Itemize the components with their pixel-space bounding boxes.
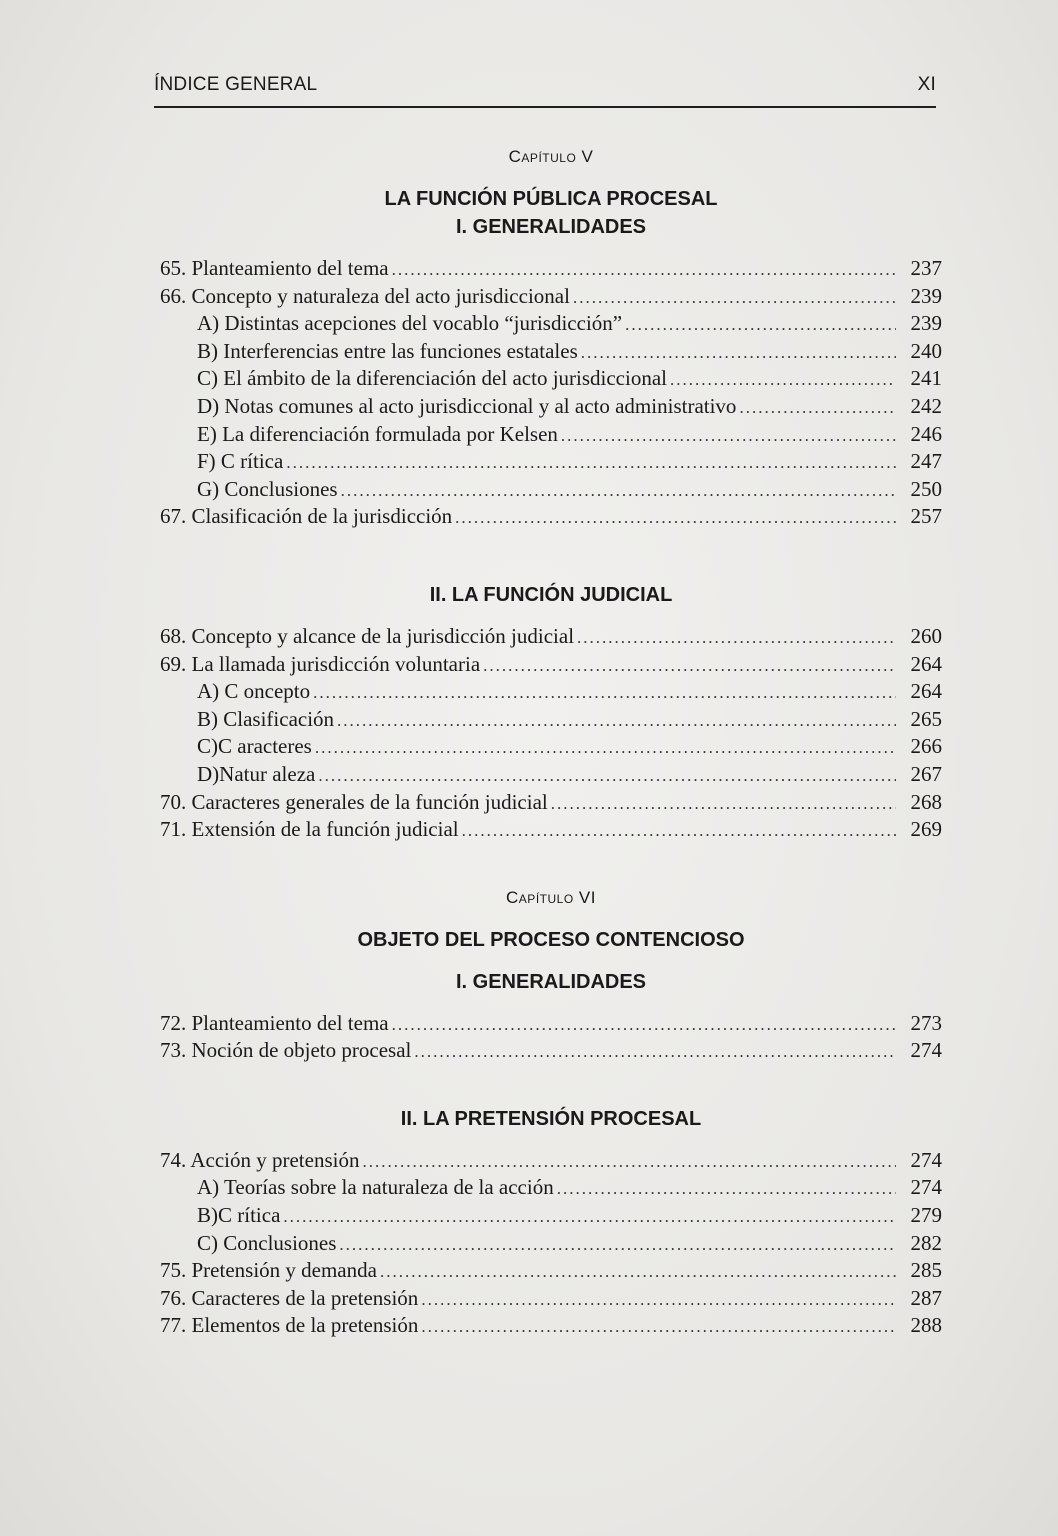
toc-entry-page: 267 bbox=[910, 761, 942, 786]
toc-entry-label: 71. Extensión de la función judicial bbox=[160, 817, 459, 842]
dot-leader bbox=[283, 1203, 896, 1231]
toc-entry-label: 65. Planteamiento del tema bbox=[160, 256, 389, 280]
dot-leader bbox=[313, 679, 896, 707]
toc-entry-page: 285 bbox=[910, 1258, 942, 1283]
toc-entry bbox=[160, 816, 942, 844]
toc-entry-page: 268 bbox=[910, 789, 942, 814]
toc-entry-page: 242 bbox=[910, 393, 942, 418]
toc-entry-label: B) Interferencias entre las funciones estatales bbox=[197, 338, 578, 363]
toc-entry-label: A) C oncepto bbox=[197, 679, 311, 704]
toc-entry bbox=[160, 623, 942, 651]
toc-entry-label: 74. Acción y pretensión bbox=[160, 1147, 360, 1172]
toc-entry-label: A) Teorías sobre la naturaleza de la acción bbox=[197, 1175, 554, 1200]
toc-entry bbox=[160, 761, 942, 789]
toc-list bbox=[160, 1147, 942, 1340]
toc-entry-label: A) Distintas acepciones del vocablo “jurisdicción” bbox=[197, 311, 623, 336]
header-rule bbox=[154, 106, 936, 108]
toc-entry-label: G) Conclusiones bbox=[197, 476, 338, 501]
dot-leader bbox=[337, 707, 896, 735]
chapter-title: OBJETO DEL PROCESO CONTENCIOSO bbox=[357, 928, 745, 951]
toc-entry-label: 73. Noción de objeto procesal bbox=[160, 1038, 412, 1063]
toc-entry-label: F) C rítica bbox=[197, 449, 284, 474]
toc-entry bbox=[160, 503, 942, 531]
toc-entry-label: D)Natur aleza bbox=[197, 761, 316, 786]
dot-leader bbox=[318, 762, 896, 790]
toc-entry-page: 282 bbox=[910, 1230, 942, 1255]
toc-entry-label: 72. Planteamiento del tema bbox=[160, 1010, 389, 1035]
toc-entry-page: 274 bbox=[910, 1038, 942, 1063]
dot-leader bbox=[462, 817, 896, 845]
toc-entry bbox=[160, 1147, 942, 1175]
toc-entry-page: 257 bbox=[910, 504, 942, 529]
toc-entry bbox=[160, 476, 942, 504]
section-title: II. LA PRETENSIÓN PROCESAL bbox=[400, 1107, 702, 1130]
toc-entry bbox=[160, 365, 942, 393]
section-title: I. GENERALIDADES bbox=[455, 970, 647, 993]
dot-leader bbox=[339, 1231, 896, 1259]
running-header bbox=[154, 74, 936, 96]
dot-leader bbox=[561, 422, 896, 450]
toc-entry bbox=[160, 1010, 942, 1038]
dot-leader bbox=[362, 1148, 896, 1176]
dot-leader bbox=[421, 1286, 896, 1314]
toc-entry bbox=[160, 421, 942, 449]
toc-entry-label: 77. Elementos de la pretensión bbox=[160, 1313, 419, 1338]
dot-leader bbox=[380, 1258, 896, 1286]
toc-entry-label: 76. Caracteres de la pretensión bbox=[160, 1285, 419, 1310]
toc-entry bbox=[160, 1285, 942, 1313]
toc-entry-label: 68. Concepto y alcance de la jurisdicción judicial bbox=[160, 623, 575, 648]
toc-list bbox=[160, 255, 942, 531]
dot-leader bbox=[625, 311, 896, 339]
toc-entry-page: 241 bbox=[910, 366, 942, 391]
section-title: I. GENERALIDADES bbox=[455, 216, 647, 238]
toc-entry-page: 237 bbox=[910, 256, 942, 280]
dot-leader bbox=[551, 790, 896, 818]
dot-leader bbox=[455, 504, 896, 532]
dot-leader bbox=[483, 652, 896, 680]
toc-entry-label: 70. Caracteres generales de la función judicial bbox=[160, 789, 548, 814]
running-header-title: ÍNDICE GENERAL bbox=[154, 74, 318, 95]
dot-leader bbox=[421, 1313, 896, 1341]
toc-entry-page: 264 bbox=[910, 651, 942, 676]
toc-entry-page: 239 bbox=[910, 311, 942, 336]
toc-entry-page: 247 bbox=[910, 449, 942, 474]
toc-entry-page: 274 bbox=[910, 1175, 942, 1200]
toc-entry bbox=[160, 255, 942, 283]
toc-entry bbox=[160, 338, 942, 366]
dot-leader bbox=[573, 284, 896, 312]
dot-leader bbox=[557, 1175, 896, 1203]
toc-entry bbox=[160, 1230, 942, 1258]
dot-leader bbox=[739, 394, 896, 422]
toc-entry bbox=[160, 1174, 942, 1202]
toc-entry bbox=[160, 678, 942, 706]
toc-list bbox=[160, 1010, 942, 1065]
toc-entry bbox=[160, 310, 942, 338]
toc-entry-page: 266 bbox=[910, 734, 942, 759]
dot-leader bbox=[315, 734, 896, 762]
toc-entry-label: 75. Pretensión y demanda bbox=[160, 1258, 377, 1283]
toc-entry bbox=[160, 1312, 942, 1340]
toc-entry bbox=[160, 733, 942, 761]
toc-list bbox=[160, 623, 942, 844]
toc-entry bbox=[160, 789, 942, 817]
toc-entry-label: D) Notas comunes al acto jurisdiccional y al acto administrativo bbox=[197, 393, 737, 418]
toc-entry bbox=[160, 651, 942, 679]
toc-entry-label: 67. Clasificación de la jurisdicción bbox=[160, 504, 453, 529]
toc-entry-label: E) La diferenciación formulada por Kelsen bbox=[197, 421, 558, 446]
page-number: XI bbox=[917, 74, 936, 95]
toc-entry-label: C)C aracteres bbox=[197, 734, 312, 759]
toc-entry-page: 260 bbox=[910, 623, 942, 648]
toc-entry bbox=[160, 393, 942, 421]
dot-leader bbox=[581, 339, 896, 367]
toc-entry-label: 66. Concepto y naturaleza del acto jurisdiccional bbox=[160, 283, 570, 308]
toc-entry-page: 279 bbox=[910, 1203, 942, 1228]
toc-entry-page: 240 bbox=[910, 338, 942, 363]
chapter-title: LA FUNCIÓN PÚBLICA PROCESAL bbox=[384, 188, 718, 210]
toc-entry-page: 287 bbox=[910, 1285, 942, 1310]
toc-entry-label: B) Clasificación bbox=[197, 706, 335, 731]
chapter-label: Capítulo V bbox=[508, 147, 594, 166]
toc-entry bbox=[160, 706, 942, 734]
toc-entry-label: 69. La llamada jurisdicción voluntaria bbox=[160, 651, 481, 676]
toc-entry bbox=[160, 283, 942, 311]
toc-entry bbox=[160, 1037, 942, 1065]
dot-leader bbox=[392, 1011, 896, 1039]
chapter-label: Capítulo VI bbox=[506, 887, 596, 907]
dot-leader bbox=[577, 624, 896, 652]
toc-entry bbox=[160, 1257, 942, 1285]
toc-entry-page: 246 bbox=[910, 421, 942, 446]
toc-entry-page: 250 bbox=[910, 476, 942, 501]
toc-entry-page: 265 bbox=[910, 706, 942, 731]
dot-leader bbox=[341, 477, 896, 505]
table-of-contents bbox=[160, 143, 942, 1340]
section-title: II. LA FUNCIÓN JUDICIAL bbox=[429, 583, 673, 606]
toc-entry-label: C) El ámbito de la diferenciación del acto jurisdiccional bbox=[197, 366, 667, 391]
toc-entry bbox=[160, 448, 942, 476]
toc-entry-page: 264 bbox=[910, 679, 942, 704]
toc-entry-label: C) Conclusiones bbox=[197, 1230, 337, 1255]
toc-entry-page: 288 bbox=[910, 1313, 942, 1338]
dot-leader bbox=[286, 449, 896, 477]
toc-entry-page: 273 bbox=[910, 1010, 942, 1035]
dot-leader bbox=[414, 1038, 896, 1066]
toc-entry-page: 274 bbox=[910, 1147, 942, 1172]
dot-leader bbox=[670, 366, 896, 394]
toc-entry-page: 269 bbox=[910, 817, 942, 842]
dot-leader bbox=[392, 256, 896, 284]
toc-entry-page: 239 bbox=[910, 283, 942, 308]
toc-entry-label: B)C rítica bbox=[197, 1203, 281, 1228]
toc-entry bbox=[160, 1202, 942, 1230]
